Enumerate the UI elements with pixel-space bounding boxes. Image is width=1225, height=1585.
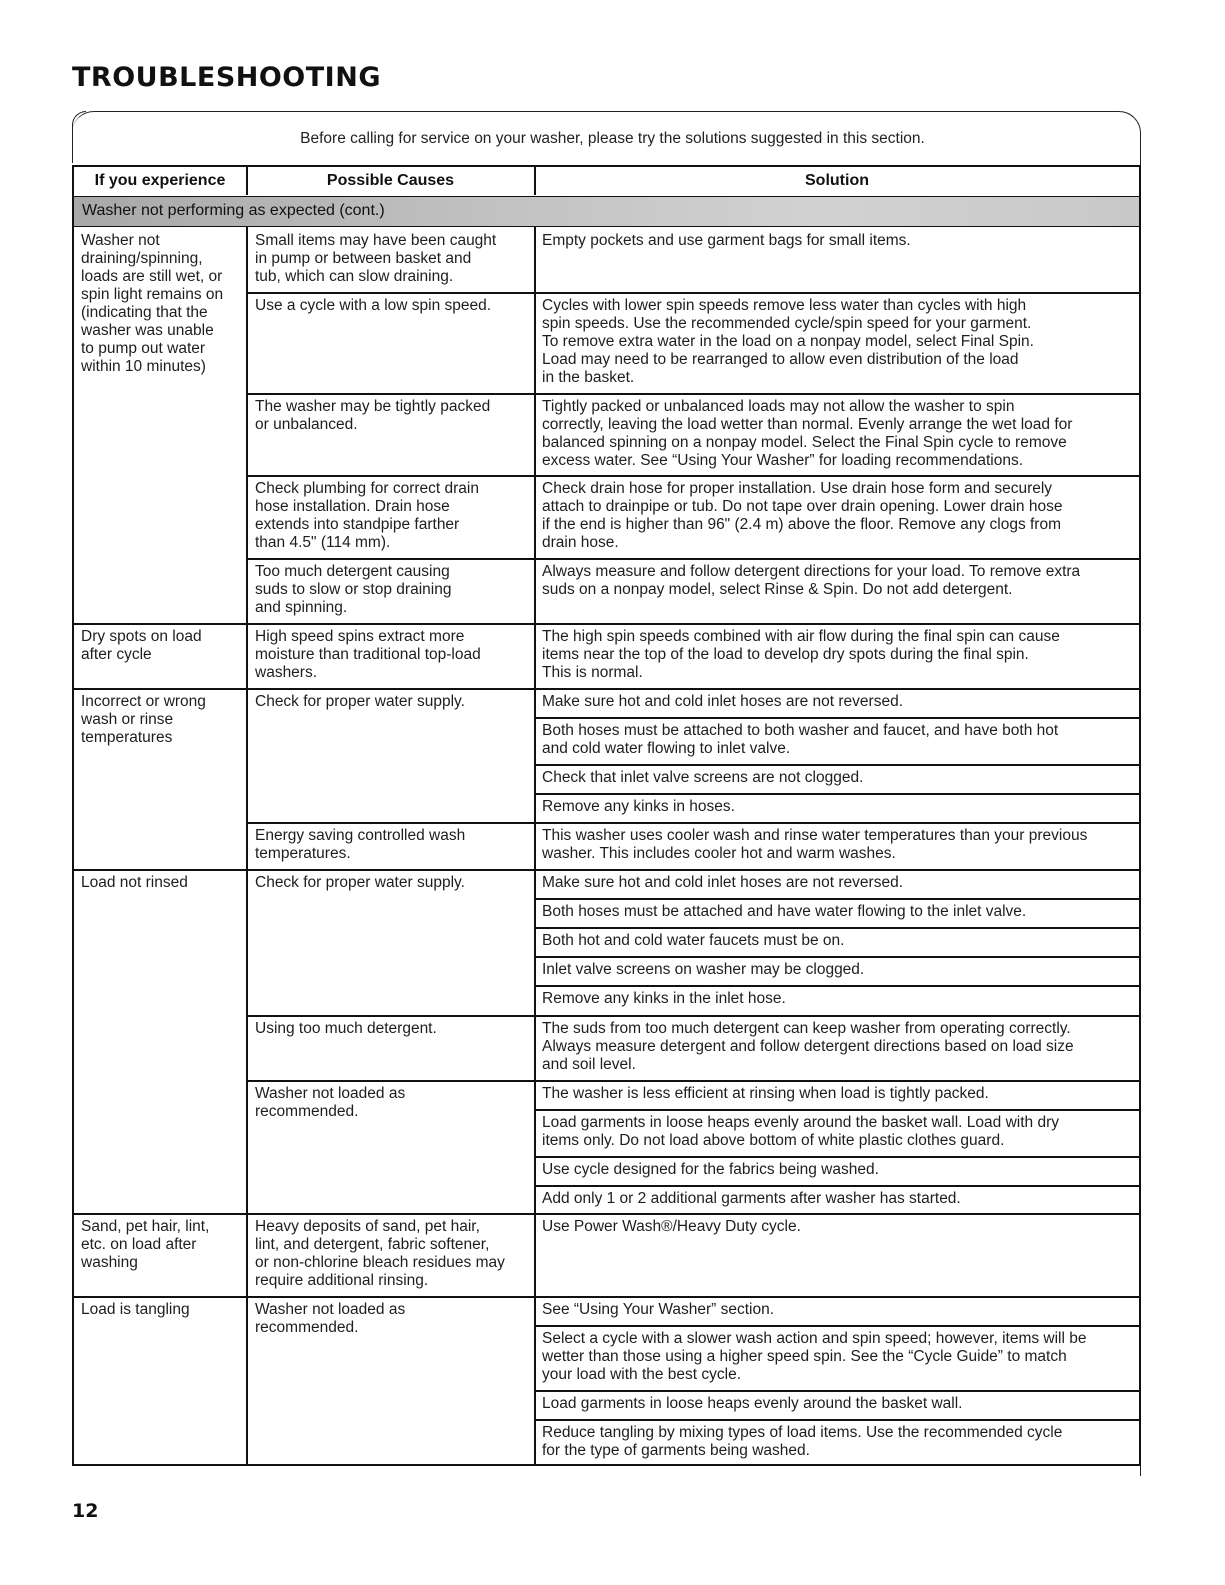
row-divider [535,793,1139,795]
solution-cell: Inlet valve screens on washer may be clogged. [542,961,865,978]
solution-cell: Make sure hot and cold inlet hoses are not reversed. [542,874,904,891]
row-divider [74,1213,1139,1215]
section-label: Washer not performing as expected (cont.) [82,202,385,219]
row-divider [535,927,1139,929]
cause-cell: High speed spins extract more moisture than traditional top-load washers. [255,628,481,681]
header-causes: Possible Causes [326,172,455,189]
solution-cell: Remove any kinks in the inlet hose. [542,990,786,1007]
row-divider [74,869,1139,871]
row-divider [247,393,1139,395]
symptom-cell: Sand, pet hair, lint, etc. on load after washing [81,1218,210,1271]
table-header-row [74,167,1139,197]
solution-cell: Load garments in loose heaps evenly around the basket wall. [542,1395,963,1412]
solution-cell: Always measure and follow detergent directions for your load. To remove extra suds on a nonpay model, select Rinse & Spin. Do not add detergent. [542,563,1081,598]
solution-cell: Make sure hot and cold inlet hoses are not reversed. [542,693,904,710]
row-divider [535,717,1139,719]
column-divider [534,227,536,1466]
cause-cell: Check for proper water supply. [255,874,465,891]
row-divider [535,1419,1139,1421]
cause-cell: Using too much detergent. [255,1020,437,1037]
solution-cell: Use cycle designed for the fabrics being washed. [542,1161,879,1178]
row-divider [247,822,1139,824]
row-divider [247,475,1139,477]
page-title: TROUBLESHOOTING [72,62,381,93]
cause-cell: Small items may have been caught in pump or between basket and tub, which can slow draining. [255,232,497,285]
row-divider [247,1015,1139,1017]
solution-cell: Cycles with lower spin speeds remove less water than cycles with high spin speeds. Use the recommended cycle/spin speed for your garment. To remove extra water in the load on a nonpay model, select Final Spin. Load may need to be rearranged to allow even distribution of the load in the basket. [542,297,1034,386]
symptom-cell: Load is tangling [81,1301,190,1318]
row-divider [535,1185,1139,1187]
row-divider [535,1325,1139,1327]
intro-text: Before calling for service on your washer, please try the solutions suggested in this section. [300,130,925,147]
solution-cell: The suds from too much detergent can keep washer from operating correctly. Always measure detergent and follow detergent directions based on load size and soil level. [542,1020,1074,1073]
solution-cell: Load garments in loose heaps evenly around the basket wall. Load with dry items only. Do not load above bottom of white plastic clothes guard. [542,1114,1059,1149]
cause-cell: Too much detergent causing suds to slow or stop draining and spinning. [255,563,452,616]
row-divider [535,985,1139,987]
row-divider [74,688,1139,690]
row-divider [535,898,1139,900]
solution-cell: Check drain hose for proper installation. Use drain hose form and securely attach to drainpipe or tub. Do not tape over drain opening. Lower drain hose if the end is higher than 96" (2.4 m) above the floor. Remove any clogs from drain hose. [542,480,1063,551]
row-divider [535,1109,1139,1111]
cause-cell: Energy saving controlled wash temperatures. [255,827,466,862]
page-number: 12 [72,1500,99,1522]
column-divider [246,227,248,1466]
row-divider [535,1390,1139,1392]
solution-cell: The high spin speeds combined with air flow during the final spin can cause items near the top of the load to develop dry spots during the final spin. This is normal. [542,628,1060,681]
header-solution: Solution [805,172,869,189]
symptom-cell: Load not rinsed [81,874,188,891]
solution-cell: Reduce tangling by mixing types of load items. Use the recommended cycle for the type of garments being washed. [542,1424,1063,1459]
row-divider [74,1296,1139,1298]
cause-cell: The washer may be tightly packed or unbalanced. [255,398,491,433]
row-divider [535,956,1139,958]
solution-cell: Use Power Wash®/Heavy Duty cycle. [542,1218,801,1235]
solution-cell: Both hoses must be attached to both washer and faucet, and have both hot and cold water flowing to inlet valve. [542,722,1059,757]
symptom-cell: Incorrect or wrong wash or rinse temperatures [81,693,206,746]
row-divider [74,623,1139,625]
solution-cell: Check that inlet valve screens are not clogged. [542,769,864,786]
troubleshooting-table [72,165,1141,1466]
cause-cell: Washer not loaded as recommended. [255,1301,406,1336]
row-divider [535,764,1139,766]
solution-cell: Add only 1 or 2 additional garments after washer has started. [542,1190,961,1207]
solution-cell: Remove any kinks in hoses. [542,798,735,815]
cause-cell: Heavy deposits of sand, pet hair, lint, and detergent, fabric softener, or non-chlorine bleach residues may require additional rinsing. [255,1218,505,1289]
symptom-cell: Dry spots on load after cycle [81,628,202,663]
row-divider [535,1156,1139,1158]
row-divider [247,292,1139,294]
cause-cell: Check for proper water supply. [255,693,465,710]
cause-cell: Use a cycle with a low spin speed. [255,297,492,314]
solution-cell: This washer uses cooler wash and rinse water temperatures than your previous washer. This includes cooler hot and warm washes. [542,827,1088,862]
solution-cell: Tightly packed or unbalanced loads may not allow the washer to spin correctly, leaving the load wetter than normal. Evenly arrange the wet load for balanced spinning on a nonpay model. Select the Final Spin cycle to remove excess water. See “Using Your Washer” for loading recommendations. [542,398,1073,469]
solution-cell: The washer is less efficient at rinsing when load is tightly packed. [542,1085,989,1102]
section-bar [74,197,1139,227]
symptom-cell: Washer not draining/spinning, loads are still wet, or spin light remains on (indicating that the washer was unable to pump out water within 10 minutes) [81,232,224,375]
solution-cell: Both hoses must be attached and have water flowing to the inlet valve. [542,903,1027,920]
cause-cell: Washer not loaded as recommended. [255,1085,406,1120]
header-experience: If you experience [94,172,226,189]
solution-cell: Empty pockets and use garment bags for small items. [542,232,911,249]
row-divider [247,1080,1139,1082]
solution-cell: Both hot and cold water faucets must be on. [542,932,845,949]
solution-cell: Select a cycle with a slower wash action and spin speed; however, items will be wetter than those using a higher speed spin. See the “Cycle Guide” to match your load with the best cycle. [542,1330,1087,1383]
solution-cell: See “Using Your Washer” section. [542,1301,775,1318]
row-divider [247,558,1139,560]
cause-cell: Check plumbing for correct drain hose installation. Drain hose extends into standpipe farther than 4.5" (114 mm). [255,480,479,551]
